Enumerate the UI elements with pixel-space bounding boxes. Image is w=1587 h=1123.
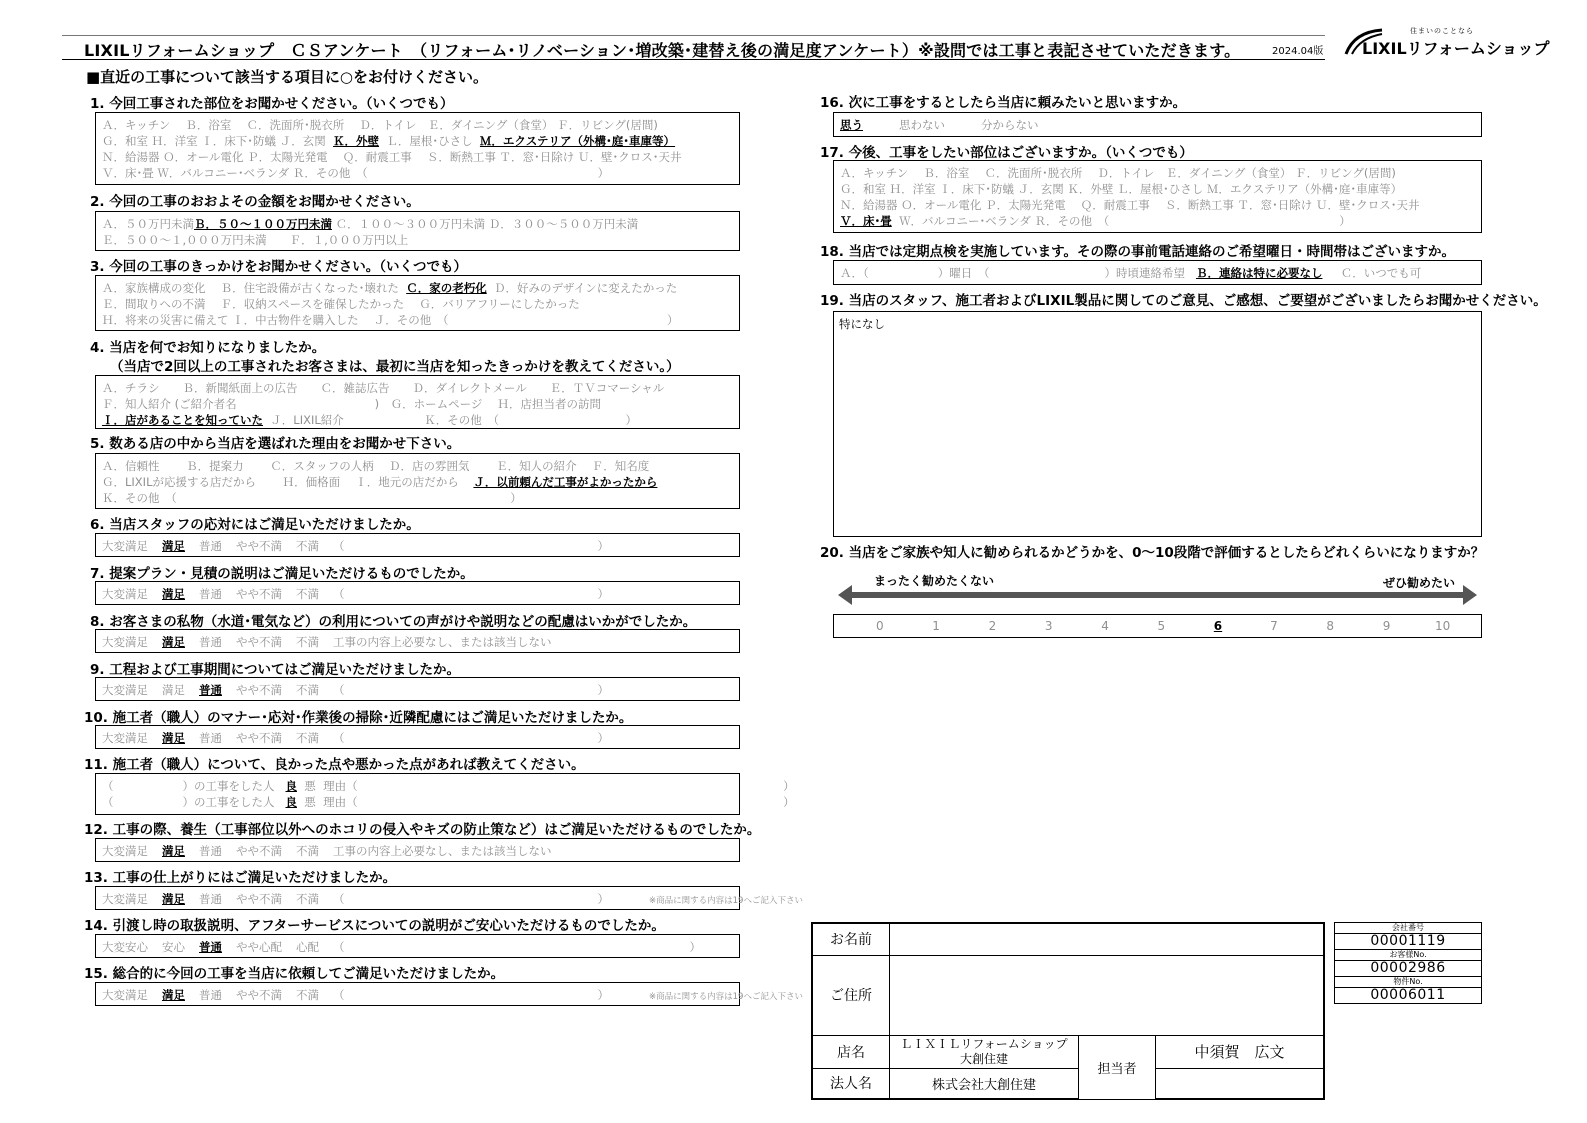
q16-opt2[interactable]: 思わない <box>899 118 945 132</box>
q12-selected[interactable]: 満足 <box>162 844 185 858</box>
q8-title: 8. お客さまの私物（水道･電気など）の利用についての声がけや説明などの配慮はいかがでしたか。 <box>90 614 697 630</box>
q12-opt1[interactable]: 大変満足 <box>102 844 148 858</box>
lixil-logo <box>1344 26 1550 62</box>
q3-selected[interactable]: Ｃ．家の老朽化 <box>406 281 487 295</box>
q12-na[interactable]: 工事の内容上必要なし、または該当しない <box>333 844 552 858</box>
q7-opt5[interactable]: 不満 <box>296 587 319 601</box>
q9-opt1[interactable]: 大変満足 <box>102 683 148 697</box>
q1-row2b: Ｌ．屋根･ひさし <box>386 134 473 148</box>
q14-other: （ ） <box>333 940 701 954</box>
q6-opt1[interactable]: 大変満足 <box>102 539 148 553</box>
property-number: 00006011 <box>1334 987 1482 1004</box>
q3-row2: Ｅ．間取りへの不満 Ｆ．収納スペースを確保したかった Ｇ．バリアフリーにしたかった <box>102 297 580 311</box>
q12-title: 12. 工事の際、養生（工事部位以外へのホコリの侵入やキズの防止策など）はご満足いただけるものでしたか。 <box>84 822 761 838</box>
q17-row3: Ｎ．給湯器 Ｏ．オール電化 Ｐ．太陽光発電 Ｑ．耐震工事 Ｓ．断熱工事 Ｔ．窓･日除け Ｕ．壁･クロス･天井 <box>840 198 1420 212</box>
q20-scale-0[interactable]: 0 <box>876 619 884 633</box>
q1-title: 1. 今回工事された部位をお聞かせください。（いくつでも） <box>90 96 454 112</box>
q20-scale <box>833 614 1482 638</box>
address-label: ご住所 <box>812 955 890 1035</box>
q7-opt3[interactable]: 普通 <box>199 587 222 601</box>
q20-scale-10[interactable]: 10 <box>1435 619 1451 633</box>
q15-opt1[interactable]: 大変満足 <box>102 988 148 1002</box>
q5-title: 5. 数ある店の中から当店を選ばれた理由をお聞かせ下さい。 <box>90 436 461 452</box>
q10-other: （ ） <box>333 731 609 745</box>
q8-na[interactable]: 工事の内容上必要なし、または該当しない <box>333 635 552 649</box>
shop-label: 店名 <box>812 1035 890 1068</box>
q1-selected-exterior-wall[interactable]: Ｋ．外壁 <box>333 134 380 148</box>
shop-value-line1: ＬＩＸＩＬリフォームショップ <box>900 1036 1068 1051</box>
q13-title: 13. 工事の仕上がりにはご満足いただけましたか。 <box>84 870 397 886</box>
q4-title: 4. 当店を何でお知りになりましたか。 <box>90 340 326 356</box>
q1-options <box>95 112 740 185</box>
q13-other: （ ） <box>333 892 609 906</box>
q3-options <box>95 275 740 331</box>
q16-opt3[interactable]: 分からない <box>981 118 1039 132</box>
shop-value <box>890 1035 1079 1068</box>
arrow-right-icon <box>1463 585 1477 605</box>
q8-options <box>95 629 740 653</box>
q1-selected-exterior[interactable]: Ｍ．エクステリア（外構･庭･車庫等） <box>479 134 676 148</box>
q11-bad-2[interactable]: 悪 <box>304 795 316 809</box>
q19-comment-box[interactable] <box>833 311 1482 537</box>
q14-opt2[interactable]: 安心 <box>162 940 185 954</box>
q6-title: 6. 当店スタッフの応対にはご満足いただけましたか。 <box>90 517 420 533</box>
q4-subtitle: （当店で2回以上の工事されたお客さまは、最初に当店を知ったきっかけを教えてください。） <box>110 359 680 375</box>
staff-extra-cell <box>1156 1068 1325 1099</box>
q6-opt5[interactable]: 不満 <box>296 539 319 553</box>
q4-row3b: Ｊ．LIXIL紹介 Ｋ．その他 （ ） <box>270 413 638 427</box>
q13-options <box>95 886 803 910</box>
q18-selected[interactable]: Ｂ．連絡は特に必要なし <box>1195 266 1323 280</box>
q7-options <box>95 581 740 605</box>
q6-selected[interactable]: 満足 <box>162 539 185 553</box>
q8-opt1[interactable]: 大変満足 <box>102 635 148 649</box>
q9-selected[interactable]: 普通 <box>199 683 222 697</box>
company-number-label: 会社番号 <box>1334 922 1482 933</box>
q8-opt3[interactable]: 普通 <box>199 635 222 649</box>
customer-number-label: お客様No. <box>1334 949 1482 960</box>
q12-options <box>95 838 740 862</box>
q17-row4b: Ｗ．バルコニー･ベランダ Ｒ．その他 （ ） <box>899 214 1351 228</box>
q3-row3: Ｈ．将来の災害に備えて Ｉ．中古物件を購入した Ｊ．その他 （ ） <box>102 313 679 327</box>
q15-options <box>95 982 803 1006</box>
logo-name: LIXILリフォームショップ <box>1362 39 1550 58</box>
q20-right-label: ぜひ勧めたい <box>1383 576 1456 590</box>
q1-row3: Ｎ．給湯器 Ｏ．オール電化 Ｐ．太陽光発電 Ｑ．耐震工事 Ｓ．断熱工事 Ｔ．窓･日除け Ｕ．壁･クロス･天井 <box>102 150 682 164</box>
q11-reason-1: 理由（ ） <box>323 779 795 793</box>
q4-selected[interactable]: Ｉ．店があることを知っていた <box>102 413 263 427</box>
instruction: ■直近の工事について該当する項目に○をお付けください。 <box>86 68 488 86</box>
q9-opt4[interactable]: やや不満 <box>236 683 282 697</box>
q13-opt5[interactable]: 不満 <box>296 892 319 906</box>
q8-opt5[interactable]: 不満 <box>296 635 319 649</box>
corp-value: 株式会社大創住建 <box>890 1068 1079 1099</box>
q16-options <box>833 112 1482 137</box>
q20-scale-4[interactable]: 4 <box>1101 619 1109 633</box>
q15-selected[interactable]: 満足 <box>162 988 185 1002</box>
q6-options <box>95 533 740 557</box>
q5-row3: Ｋ．その他 （ ） <box>102 491 522 505</box>
q5-row1: Ａ．信頼性 Ｂ．提案力 Ｃ．スタッフの人柄 Ｄ．店の雰囲気 Ｅ．知人の紹介 Ｆ．知名度 <box>102 459 650 473</box>
q13-note: ※商品に関する内容は19へご記入下さい <box>649 896 803 906</box>
q4-options <box>95 375 740 429</box>
corp-label: 法人名 <box>812 1068 890 1099</box>
q7-title: 7. 提案プラン・見積の説明はご満足いただけるものでしたか。 <box>90 566 474 582</box>
staff-value: 中須賀 広文 <box>1156 1035 1325 1068</box>
form-title: LIXILリフォームショップ ＣＳアンケート （リフォーム･リノベーション･増改築･建替え後の満足度アンケート）※設問では工事と表記させていただきます。 <box>84 41 1241 60</box>
q11-good-1[interactable]: 良 <box>285 779 297 793</box>
q1-row1: Ａ．キッチン Ｂ．浴室 Ｃ．洗面所･脱衣所 Ｄ．トイレ Ｅ．ダイニング（食堂） Ｆ．リビング(居間) <box>102 118 658 132</box>
q9-title: 9. 工程および工事期間についてはご満足いただけましたか。 <box>90 662 460 678</box>
customer-number: 00002986 <box>1334 960 1482 976</box>
q11-options <box>95 773 795 815</box>
q16-selected[interactable]: 思う <box>840 118 863 132</box>
staff-label: 担当者 <box>1079 1035 1156 1099</box>
q2-row1a: Ａ．５０万円未満 <box>102 217 194 231</box>
q3-title: 3. 今回の工事のきっかけをお聞かせください。（いくつでも） <box>90 259 467 275</box>
q20-scale-3[interactable]: 3 <box>1044 619 1053 633</box>
q10-options <box>95 725 740 749</box>
q6-other: （ ） <box>333 539 609 553</box>
q18-title: 18. 当店では定期点検を実施しています。その際の事前電話連絡のご希望曜日・時間帯はございますか。 <box>820 244 1456 260</box>
q9-opt2[interactable]: 満足 <box>162 683 185 697</box>
q15-note: ※商品に関する内容は19へご記入下さい <box>649 992 803 1002</box>
q18-opt-a: Ａ．（ ）曜日 （ ）時頃連絡希望 <box>840 266 1185 280</box>
header-rule <box>62 59 1325 60</box>
q20-scale-1[interactable]: 1 <box>932 619 940 633</box>
q20-left-label: まったく勧めたくない <box>874 574 995 588</box>
q1-row2a: Ｇ．和室 Ｈ．洋室 Ｉ．床下･防蟻 Ｊ．玄関 <box>102 134 326 148</box>
q20-scale-arrow <box>849 592 1471 598</box>
q10-opt3[interactable]: 普通 <box>199 731 222 745</box>
q11-worker-1: （ ）の工事をした人 <box>102 779 275 793</box>
q10-opt5[interactable]: 不満 <box>296 731 319 745</box>
q17-row2: Ｇ．和室 Ｈ．洋室 Ｉ．床下･防蟻 Ｊ．玄関 Ｋ．外壁 Ｌ．屋根･ひさし Ｍ．エクステリア（外構･庭･車庫等） <box>840 182 1403 196</box>
q15-opt5[interactable]: 不満 <box>296 988 319 1002</box>
q20-scale-2[interactable]: 2 <box>988 619 997 633</box>
q11-title: 11. 施工者（職人）について、良かった点や悪かった点があれば教えてください。 <box>84 757 585 773</box>
form-version: 2024.04版 <box>1272 46 1324 57</box>
q20-scale-5[interactable]: 5 <box>1157 619 1166 633</box>
q3-row1a: Ａ．家族構成の変化 Ｂ．住宅設備が古くなった･壊れた <box>102 281 399 295</box>
q17-title: 17. 今後、工事をしたい部位はございますか。（いくつでも） <box>820 145 1193 161</box>
q7-opt4[interactable]: やや不満 <box>236 587 282 601</box>
q15-title: 15. 総合的に今回の工事を当店に依頼してご満足いただけましたか。 <box>84 966 505 982</box>
q5-options <box>95 453 740 509</box>
q7-opt1[interactable]: 大変満足 <box>102 587 148 601</box>
q8-selected[interactable]: 満足 <box>162 635 185 649</box>
q2-row2: Ｅ．５００～１,０００万円未満 Ｆ．１,０００万円以上 <box>102 233 409 247</box>
property-number-label: 物件No. <box>1334 976 1482 987</box>
q14-opt5[interactable]: 心配 <box>296 940 319 954</box>
q4-row1: Ａ．チラシ Ｂ．新聞紙面上の広告 Ｃ．雑誌広告 Ｄ．ダイレクトメール Ｅ．ＴＶコマーシャル <box>102 381 665 395</box>
q12-opt4[interactable]: やや不満 <box>236 844 282 858</box>
q14-opt1[interactable]: 大変安心 <box>102 940 148 954</box>
q10-selected[interactable]: 満足 <box>162 731 185 745</box>
q17-selected[interactable]: Ｖ．床･畳 <box>840 214 892 228</box>
name-field[interactable] <box>890 923 1325 955</box>
customer-info-table <box>811 922 1325 1100</box>
name-label: お名前 <box>812 923 890 955</box>
q5-selected[interactable]: Ｊ．以前頼んだ工事がよかったから <box>473 475 658 489</box>
q14-options <box>95 934 740 958</box>
q10-title: 10. 施工者（職人）のマナー･応対･作業後の掃除･近隣配慮にはご満足いただけましたか。 <box>84 710 633 726</box>
q1-row4: Ｖ．床･畳 Ｗ．バルコニー･ベランダ Ｒ．その他 （ ） <box>102 166 610 180</box>
q13-opt3[interactable]: 普通 <box>199 892 222 906</box>
q15-opt3[interactable]: 普通 <box>199 988 222 1002</box>
address-field[interactable] <box>890 955 1325 1035</box>
q10-opt4[interactable]: やや不満 <box>236 731 282 745</box>
q11-worker-2: （ ）の工事をした人 <box>102 795 275 809</box>
q11-good-2[interactable]: 良 <box>285 795 297 809</box>
header-top-rule <box>62 35 1325 36</box>
q11-reason-2: 理由（ ） <box>323 795 795 809</box>
q6-opt4[interactable]: やや不満 <box>236 539 282 553</box>
q13-selected[interactable]: 満足 <box>162 892 185 906</box>
q9-options <box>95 677 740 701</box>
q17-row1: Ａ．キッチン Ｂ．浴室 Ｃ．洗面所･脱衣所 Ｄ．トイレ Ｅ．ダイニング（食堂） Ｆ．リビング(居間) <box>840 166 1396 180</box>
q14-title: 14. 引渡し時の取扱説明、アフターサービスについての説明がご安心いただけるものでしたか。 <box>84 918 665 934</box>
q2-row1b: Ｃ．１００～３００万円未満 Ｄ．３００～５００万円未満 <box>335 217 639 231</box>
q15-other: （ ） <box>333 988 609 1002</box>
q12-opt3[interactable]: 普通 <box>199 844 222 858</box>
q2-options <box>95 211 740 251</box>
q11-bad-1[interactable]: 悪 <box>304 779 316 793</box>
q18-options <box>833 260 1482 285</box>
q8-opt4[interactable]: やや不満 <box>236 635 282 649</box>
q14-selected[interactable]: 普通 <box>199 940 222 954</box>
q17-options <box>833 160 1482 233</box>
q20-scale-9[interactable]: 9 <box>1382 619 1391 633</box>
q3-row1b: Ｄ．好みのデザインに変えたかった <box>494 281 678 295</box>
q10-opt1[interactable]: 大変満足 <box>102 731 148 745</box>
q19-title: 19. 当店のスタッフ、施工者およびLIXIL製品に関してのご意見、ご感想、ご要望がございましたらお聞かせください。 <box>820 293 1547 309</box>
logo-tagline: 住まいのことなら <box>1410 27 1474 35</box>
q15-opt4[interactable]: やや不満 <box>236 988 282 1002</box>
arrow-left-icon <box>838 585 852 605</box>
q6-opt3[interactable]: 普通 <box>199 539 222 553</box>
q9-other: （ ） <box>333 683 609 697</box>
q18-opt-c[interactable]: Ｃ．いつでも可 <box>1340 266 1422 280</box>
q13-opt4[interactable]: やや不満 <box>236 892 282 906</box>
q20-scale-8[interactable]: 8 <box>1326 619 1335 633</box>
q9-opt5[interactable]: 不満 <box>296 683 319 697</box>
q5-row2a: Ｇ．LIXILが応援する店だから Ｈ．価格面 Ｉ．地元の店だから <box>102 475 459 489</box>
q7-selected[interactable]: 満足 <box>162 587 185 601</box>
q7-other: （ ） <box>333 587 609 601</box>
q20-scale-7[interactable]: 7 <box>1270 619 1278 633</box>
q4-row2: Ｆ．知人紹介 (ご紹介者名 ) Ｇ．ホームページ Ｈ．店担当者の訪問 <box>102 397 602 411</box>
shop-value-line2: 大創住建 <box>959 1051 1008 1066</box>
q19-answer: 特になし <box>839 317 885 331</box>
company-number: 00001119 <box>1334 933 1482 949</box>
q20-title: 20. 当店をご家族や知人に勧められるかどうかを、0～10段階で評価するとしたらどれくらいになりますか？ <box>820 545 1485 561</box>
id-block <box>1334 922 1482 1004</box>
q2-title: 2. 今回の工事のおおよその金額をお聞かせください。 <box>90 194 420 210</box>
q2-selected[interactable]: Ｂ．５０～１００万円未満 <box>194 217 332 231</box>
q13-opt1[interactable]: 大変満足 <box>102 892 148 906</box>
q16-title: 16. 次に工事をするとしたら当店に頼みたいと思いますか。 <box>820 95 1187 111</box>
q14-opt4[interactable]: やや心配 <box>236 940 282 954</box>
q20-scale-6[interactable]: 6 <box>1213 619 1223 633</box>
q12-opt5[interactable]: 不満 <box>296 844 319 858</box>
